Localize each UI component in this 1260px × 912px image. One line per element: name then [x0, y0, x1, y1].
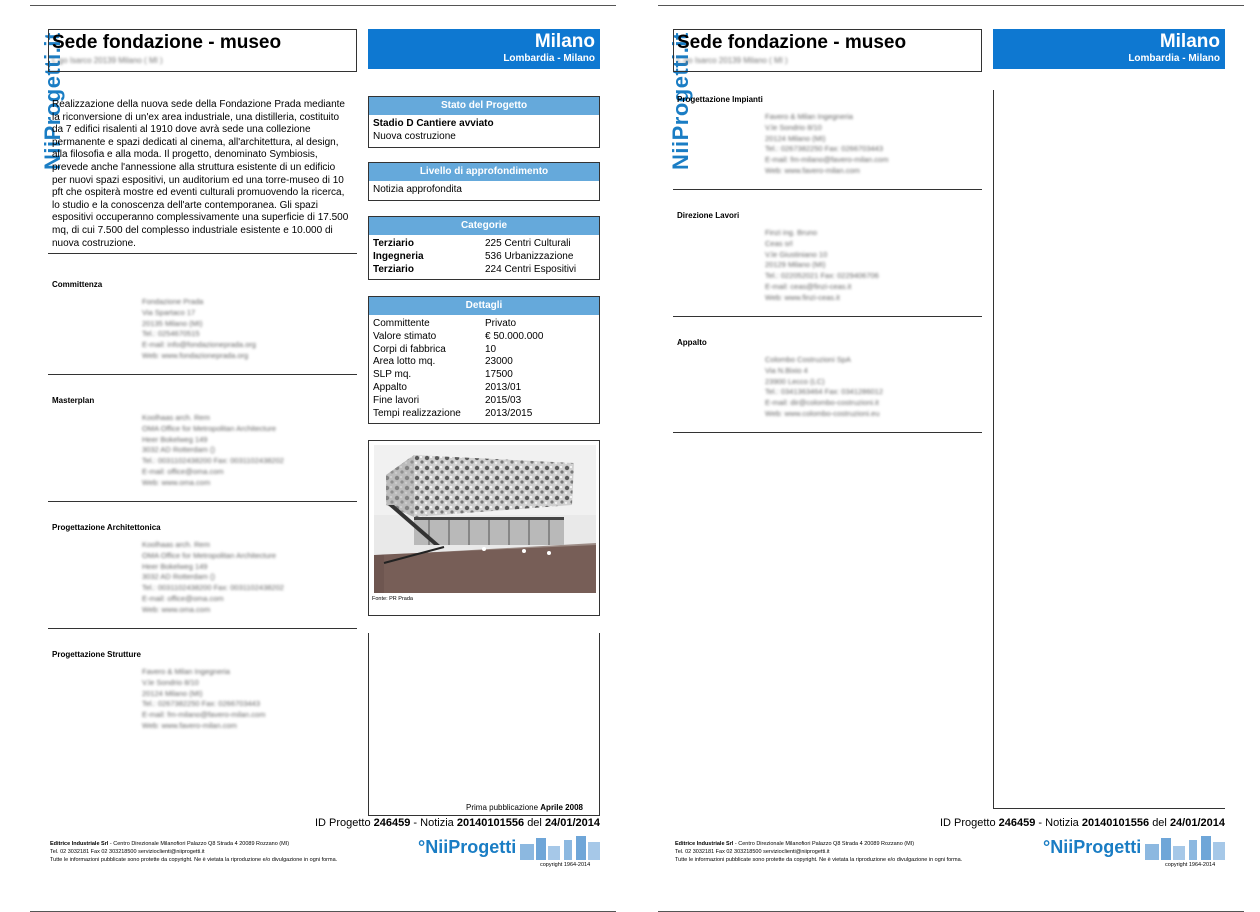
contact-line: E-mail: dir@colombo-costruzioni.it [765, 398, 879, 408]
first-publication [466, 803, 583, 812]
contact-line: V.le Giustiniano 10 [765, 249, 828, 259]
skyline-icon [520, 836, 600, 860]
contact-line: Favero & Milan Ingegneria [765, 112, 853, 121]
top-rule [30, 5, 616, 6]
detail-value: 2013/2015 [485, 407, 533, 419]
detail-row [373, 344, 595, 357]
contact-line: Tel.: 0341363464 Fax: 0341286012 [765, 387, 884, 397]
footer-contact: Tel. 02 3032181 Fax 02 303218500 servizioclienti@niiprogetti.it [50, 849, 205, 855]
panel-categorie [368, 216, 600, 280]
id-line [865, 817, 1225, 829]
contact-line: E-mail: fm-milano@favero-milan.com [765, 155, 889, 165]
contact-line: E-mail: office@oma.com [142, 593, 224, 603]
detail-row [373, 318, 595, 331]
city-box [368, 29, 600, 69]
date-value: 24/01/2014 [1169, 817, 1225, 829]
contact-line: Web: www.colombo-costruzioni.eu [765, 408, 880, 418]
notizia-value: 20140101556 [456, 817, 525, 829]
category-row [373, 264, 595, 277]
detail-value: 23000 [485, 356, 513, 368]
divider [48, 501, 357, 502]
footer-address: - Centro Direzionale Milanofiori Palazzo Q8 Strada 4 20089 Rozzano (MI) [733, 841, 915, 847]
detail-key: Appalto [373, 381, 407, 393]
project-title: Sede fondazione - museo [52, 32, 282, 53]
project-description: Realizzazione della nuova sede della Fondazione Prada mediante la riconversione di un'ex area industriale, una distilleria, costituito da 7 edifici risalenti al 1910 dove avrà sede una collezione permanente e spazi dedicati al cinema, all'architettura, al design, alla filosofia e alla moda. Il progetto, denominato Symbiosis, prevede anche l'annessione alla struttura esistente di un edificio per nuovi spazi espositivi, un auditorium ed una torre-museo di 10 pft che ospiterà mostre ed eventi culturali promuovendo la ricerca, lo studio e la conoscenza dell'arte contemporanea. Gli spazi espositivi occuperanno complessivamente una superficie di 17.500 mq, di cui 7.500 del complesso industriale esistente e 10.000 di nuova costruzione. [52, 99, 349, 249]
contact-committenza [52, 280, 352, 362]
contact-line: E-mail: office@oma.com [142, 466, 224, 476]
contact-line: Koolhaas arch. Rem [142, 540, 210, 549]
contact-appalto [677, 338, 982, 420]
contact-line: OMA Office for Metropolitan Architecture [142, 550, 277, 560]
project-image-panel [368, 440, 600, 616]
top-rule [658, 5, 1244, 6]
project-title: Sede fondazione - museo [677, 32, 907, 53]
panel-stato [368, 96, 600, 148]
contact-line: 3032 AD Rotterdam () [142, 445, 215, 455]
city-name: Milano [1159, 31, 1220, 52]
detail-key: Area lotto mq. [373, 356, 436, 368]
project-type: Nuova costruzione [373, 130, 456, 142]
contact-line: 20135 Milano (MI) [142, 318, 203, 328]
panel-header: Stato del Progetto [369, 97, 599, 115]
panel-dettagli [368, 296, 600, 424]
divider [48, 628, 357, 629]
page-2 [628, 0, 1248, 912]
footer-address: - Centro Direzionale Milanofiori Palazzo Q8 Strada 4 20089 Rozzano (MI) [108, 841, 290, 847]
detail-row [373, 408, 595, 421]
brand-vertical-logo: NiiProgetti.it [40, 32, 65, 170]
contact-line: 3032 AD Rotterdam () [142, 572, 215, 582]
detail-value: € 50.000.000 [485, 330, 544, 342]
brand-vertical-logo: NiiProgetti.it [668, 32, 693, 170]
id-line [240, 817, 600, 829]
notizia-label: - Notizia [413, 817, 454, 829]
detail-key: Valore stimato [373, 330, 437, 342]
page-1 [0, 0, 620, 912]
contact-line: 20129 Milano (MI) [765, 260, 826, 270]
panel-header: Categorie [369, 217, 599, 235]
pub-date: Aprile 2008 [540, 803, 583, 812]
contact-line: Via Spartaco 17 [142, 307, 196, 317]
contact-line: Koolhaas arch. Rem [142, 413, 210, 422]
contact-line: Tel.: 0031102438200 Fax: 0031102438202 [142, 456, 284, 466]
detail-value: 10 [485, 343, 497, 355]
contact-line: Via N.Bixio 4 [765, 365, 808, 375]
category-key: Terziario [373, 263, 414, 275]
detail-row [373, 369, 595, 382]
del-label: del [527, 817, 542, 829]
contact-role: Progettazione Strutture [52, 650, 141, 659]
contact-progettazione-strutture [52, 650, 352, 732]
contact-line: Colombo Costruzioni SpA [765, 355, 851, 364]
contact-line: Web: www.oma.com [142, 477, 211, 487]
panel-header: Livello di approfondimento [369, 163, 599, 181]
contact-role: Masterplan [52, 396, 95, 405]
contact-line: Web: www.favero-milan.com [765, 165, 860, 175]
panel-livello [368, 162, 600, 201]
detail-row [373, 331, 595, 344]
contact-role: Appalto [677, 338, 707, 347]
detail-key: SLP mq. [373, 369, 412, 381]
contact-line: Heer Bokelweg 149 [142, 561, 208, 571]
detail-key: Committente [373, 318, 430, 329]
empty-box [993, 90, 1225, 809]
contact-line: 23900 Lecco (LC) [765, 376, 825, 386]
detail-row [373, 382, 595, 395]
category-value: 224 Centri Espositivi [485, 263, 577, 275]
project-address: L.go Isarco 20139 Milano ( MI ) [677, 56, 788, 65]
date-value: 24/01/2014 [544, 817, 600, 829]
id-value: 246459 [998, 817, 1036, 829]
contact-role: Progettazione Impianti [677, 95, 763, 104]
contact-role: Progettazione Architettonica [52, 523, 161, 532]
contact-line: Ceas srl [765, 238, 793, 248]
detail-row [373, 395, 595, 408]
divider [673, 432, 982, 433]
image-caption: Fonte: PR Prada [372, 596, 413, 602]
livello-value: Notizia approfondita [373, 184, 462, 195]
category-key: Ingegneria [373, 250, 424, 262]
niiprogetti-logo: °NiiProgetti [1043, 837, 1142, 857]
category-value: 225 Centri Culturali [485, 238, 571, 249]
id-label: ID Progetto [939, 817, 996, 829]
contact-line: Favero & Milan Ingegneria [142, 667, 230, 676]
footer-company: Editrice Industriale Srl [50, 841, 109, 847]
pub-label: Prima pubblicazione [466, 803, 539, 812]
city-name: Milano [534, 31, 595, 52]
divider [48, 253, 357, 254]
detail-key: Corpi di fabbrica [373, 343, 446, 355]
copyright: copyright 1964-2014 [540, 862, 591, 868]
skyline-icon [1145, 836, 1225, 860]
contact-line: V.le Sondrio 8/10 [765, 122, 822, 132]
contact-line: Heer Bokelweg 149 [142, 434, 208, 444]
footer [50, 840, 410, 864]
detail-value: 17500 [485, 369, 513, 381]
city-box [993, 29, 1225, 69]
contact-masterplan [52, 396, 352, 489]
del-label: del [1152, 817, 1167, 829]
title-box [673, 29, 982, 72]
region-name: Lombardia - Milano [1128, 53, 1220, 64]
detail-key: Tempi realizzazione [373, 407, 461, 419]
niiprogetti-logo: °NiiProgetti [418, 837, 517, 857]
detail-value: 2015/03 [485, 394, 522, 406]
category-value: 536 Urbanizzazione [485, 250, 574, 262]
divider [673, 316, 982, 317]
contact-line: E-mail: info@fondazioneprada.org [142, 340, 256, 350]
contact-role: Direzione Lavori [677, 211, 740, 220]
divider [48, 374, 357, 375]
detail-value: Privato [485, 318, 517, 329]
project-stage: Stadio D Cantiere avviato [373, 118, 494, 129]
empty-box [368, 633, 600, 816]
notizia-label: - Notizia [1038, 817, 1079, 829]
contact-line: Web: www.oma.com [142, 604, 211, 614]
contact-line: E-mail: ceas@finzi-ceas.it [765, 281, 852, 291]
contact-line: Web: www.favero-milan.com [142, 720, 237, 730]
contact-line: OMA Office for Metropolitan Architecture [142, 423, 277, 433]
contact-line: 20124 Milano (MI) [765, 133, 826, 143]
contact-line: Fondazione Prada [142, 297, 204, 306]
contact-line: Tel.: 0267382250 Fax: 0266703443 [765, 144, 884, 154]
panel-header: Dettagli [369, 297, 599, 315]
contact-line: Finzi ing. Bruno [765, 228, 818, 237]
category-row [373, 251, 595, 264]
contact-direzione-lavori [677, 211, 982, 304]
footer [675, 840, 1035, 864]
contact-line: Web: www.finzi-ceas.it [765, 292, 840, 302]
id-label: ID Progetto [314, 817, 371, 829]
footer-copyright-note: Tutte le informazioni pubblicate sono protette da copyright. Ne è vietata la riproduzione e/o divulgazione in ogni forma. [675, 857, 963, 863]
contact-role: Committenza [52, 280, 103, 289]
detail-key: Fine lavori [373, 394, 420, 406]
id-value: 246459 [373, 817, 411, 829]
category-key: Terziario [373, 238, 414, 249]
building-rendering-image [374, 445, 596, 593]
title-box [48, 29, 357, 72]
contact-line: Tel.: 022052021 Fax: 0229406706 [765, 271, 879, 281]
notizia-value: 20140101556 [1081, 817, 1150, 829]
contact-line: Tel.: 0031102438200 Fax: 0031102438202 [142, 583, 284, 593]
footer-contact: Tel. 02 3032181 Fax 02 303218500 servizioclienti@niiprogetti.it [675, 849, 830, 855]
contact-line: Tel.: 0254670515 [142, 329, 200, 339]
contact-progettazione-architettonica [52, 523, 352, 616]
footer-copyright-note: Tutte le informazioni pubblicate sono protette da copyright. Ne è vietata la riproduzione e/o divulgazione in ogni forma. [50, 857, 338, 863]
divider [673, 189, 982, 190]
contact-line: 20124 Milano (MI) [142, 688, 203, 698]
copyright: copyright 1964-2014 [1165, 862, 1216, 868]
region-name: Lombardia - Milano [503, 53, 595, 64]
detail-value: 2013/01 [485, 381, 522, 393]
detail-row [373, 356, 595, 369]
contact-line: E-mail: fm-milano@favero-milan.com [142, 710, 266, 720]
contact-line: Tel.: 0267382250 Fax: 0266703443 [142, 699, 261, 709]
category-row [373, 238, 595, 251]
contact-line: V.le Sondrio 8/10 [142, 677, 199, 687]
project-address: L.go Isarco 20139 Milano ( MI ) [52, 56, 163, 65]
footer-company: Editrice Industriale Srl [675, 841, 734, 847]
contact-progettazione-impianti [677, 95, 982, 177]
contact-line: Web: www.fondazioneprada.org [142, 350, 249, 360]
